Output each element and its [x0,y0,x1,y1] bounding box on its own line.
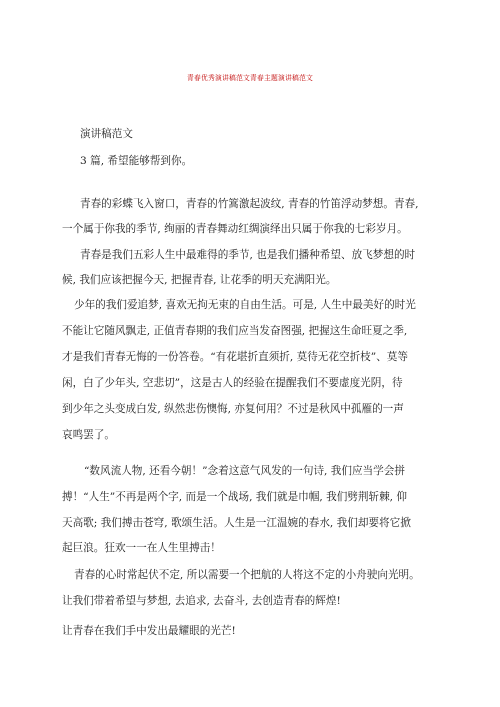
paragraph-line: 青春是我们五彩人生中最难得的季节, 也是我们播种希望、放飞梦想的时 [80,249,416,261]
paragraph-line: 到少年之头变成白发, 纵然悲伤懊悔, 亦复何用？不过是秋风中孤雁的一声 [62,403,404,415]
paragraph-line: 一个属于你我的季节, 绚丽的青春舞动红绸演绎出只属于你我的七彩岁月。 [62,223,408,235]
subtitle: 演讲稿范文 [80,128,133,140]
paragraph-line: 让青春在我们手中发出最耀眼的光芒! [62,625,236,637]
paragraph-line: 搏！“人生”不再是两个字, 而是一个战场, 我们就是巾帼, 我们劈荆斩棘, 仰 [62,491,407,503]
intro-line: 3 篇, 希望能够帮到你。 [80,155,193,167]
paragraph-line: 少年的我们爱追梦, 喜欢无拘无束的自由生活。可是, 人生中最美好的时光 [74,299,416,311]
paragraph-line: 哀鸣罢了。 [62,429,115,441]
paragraph-line: 天高歌; 我们搏击苍穹, 歌颂生活。人生是一江温婉的春水, 我们却要将它掀 [62,517,411,529]
page-title: 青春优秀演讲稿范文青春主题演讲稿范文 [187,74,313,82]
paragraph-line: 才是我们青春无悔的一份答卷。“有花堪折直须折, 莫待无花空折枝”、莫等 [62,351,408,363]
paragraph-line: 青春的心时常起伏不定, 所以需要一个把航的人将这不定的小舟驶向光明。 [74,569,420,581]
paragraph-line: 青春的彩蝶飞入窗口，青春的竹篙激起波纹, 青春的竹笛浮动梦想。青春, [80,198,419,210]
paragraph-line: 不能让它随风飘走, 正值青春期的我们应当发奋图强, 把握这生命旺夏之季, [62,325,408,337]
paragraph-line: 闲，白了少年头, 空悲切”，这是古人的经验在提醒我们不要虚度光阴，待 [62,377,403,389]
paragraph-line: 让我们带着希望与梦想, 去追求, 去奋斗, 去创造青春的辉煌! [62,595,341,607]
paragraph-line: 起巨浪。狂欢一一在人生里搏击！ [62,542,221,554]
paragraph-line: “数风流人物, 还看今朝！”念着这意气风发的一句诗, 我们应当学会拼 [84,465,405,477]
paragraph-line: 候, 我们应该把握今天, 把握青春, 让花季的明天充满阳光。 [62,274,337,286]
